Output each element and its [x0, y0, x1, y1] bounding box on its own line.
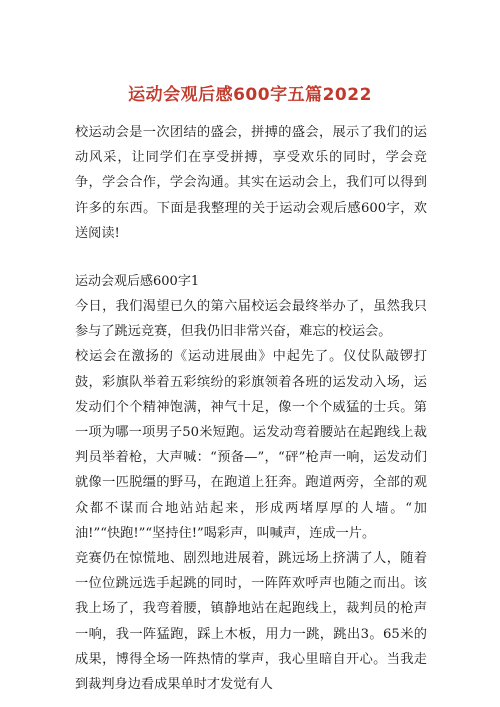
section-gap — [75, 246, 427, 270]
body-paragraph-1: 今日，我们渴望已久的第六届校运会最终举办了，虽然我只参与了跳远竞赛，但我仍旧非常兴奋，难忘的校运会。 — [75, 299, 427, 340]
document-title: 运动会观后感600字五篇2022 — [128, 85, 372, 105]
body-paragraph-3: 竞赛仍在惊慌地、剧烈地进展着，跳远场上挤满了人，随着一位位跳远选手起跳的同时，一阵阵欢呼声也随之而出。该我上场了，我弯着腰，镇静地站在起跑线上，裁判员的枪声一响，我一阵猛跑，踩上木板，用力一跳，跳出3。65米的成果，博得全场一阵热情的掌声，我心里暗自开心。当我走到裁判身边看成果单时才发觉有人 — [75, 551, 427, 693]
document-body — [75, 120, 427, 697]
intro-paragraph: 校运动会是一次团结的盛会，拼搏的盛会，展示了我们的运动风采，让同学们在享受拼搏，享受欢乐的同时，学会竞争，学会合作，学会沟通。其实在运动会上，我们可以得到许多的东西。下面是我整理的关于运动会观后感600字，欢送阅读! — [75, 125, 427, 241]
body-paragraph-2: 校运会在激扬的《运动进展曲》中起先了。仪仗队敲锣打鼓，彩旗队举着五彩缤纷的彩旗领着各班的运发动入场，运发动们个个精神饱满，神气十足，像一个个威猛的士兵。第一项为哪一项男子50米短跑。运发动弯着腰站在起跑线上裁判员举着枪，大声喊：“预备—”，“砰”枪声一响，运发动们就像一匹脱缰的野马，在跑道上狂奔。跑道两旁，全部的观众都不谋而合地站站起来，形成两堵厚厚的人墙。“加油!”“快跑!”“坚持住!”喝彩声，叫喊声，连成一片。 — [75, 349, 427, 541]
section-heading: 运动会观后感600字1 — [75, 274, 200, 290]
